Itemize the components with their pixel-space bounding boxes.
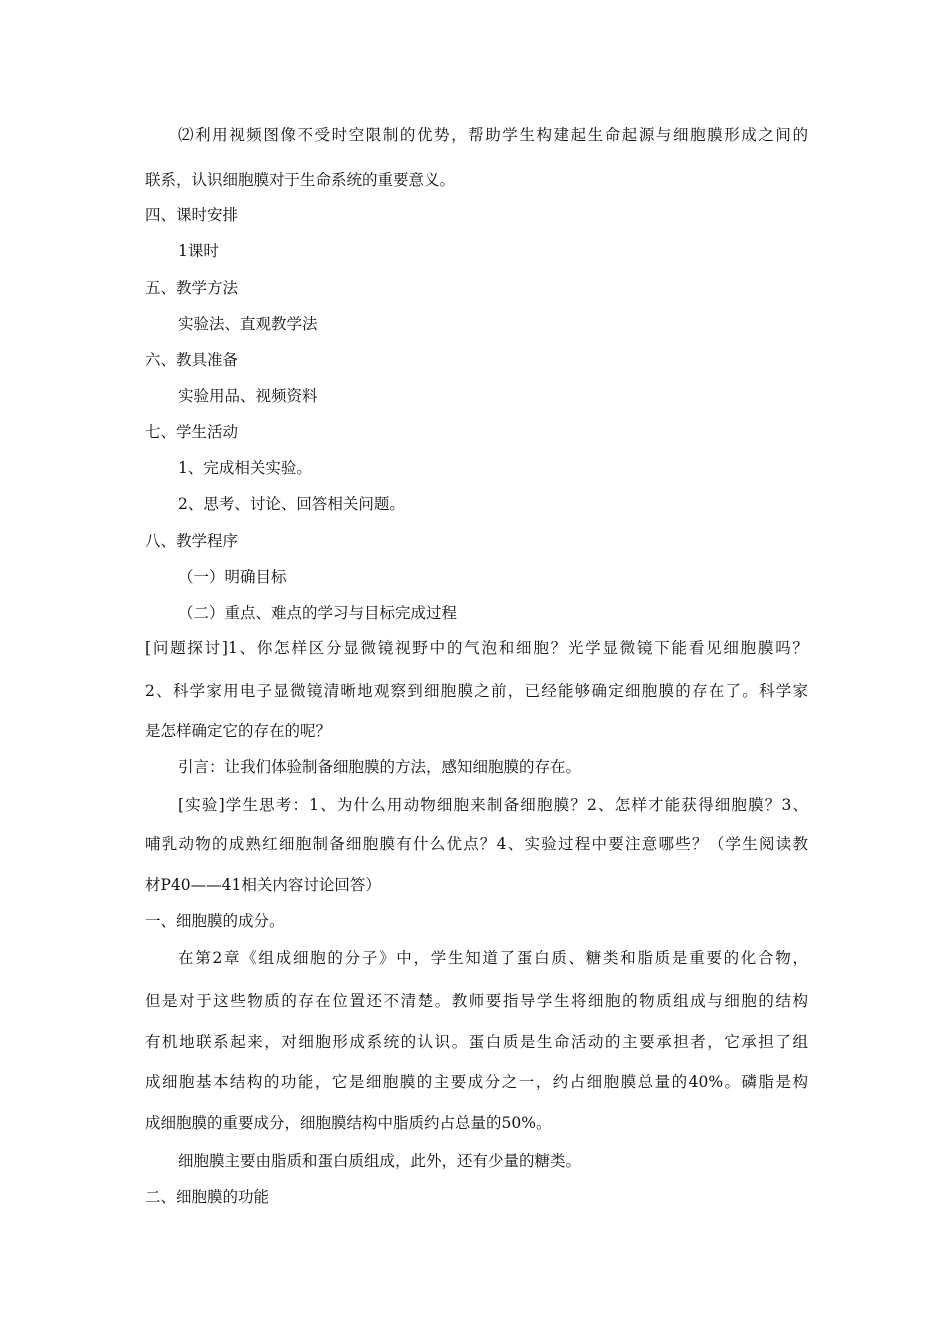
paragraph-line: 哺乳动物的成熟红细胞制备细胞膜有什么优点？4、实验过程中要注意哪些？（学生阅读教	[145, 835, 808, 853]
paragraph-line: [实验]学生思考：1、为什么用动物细胞来制备细胞膜？2、怎样才能获得细胞膜？3、	[178, 796, 808, 814]
paragraph-line: 但是对于这些物质的存在位置还不清楚。教师要指导学生将细胞的物质组成与细胞的结构	[145, 992, 808, 1010]
paragraph-line: 材P40——41相关内容讨论回答）	[145, 876, 381, 894]
section-heading: 二、细胞膜的功能	[145, 1188, 270, 1206]
paragraph-line: 成细胞基本结构的功能，它是细胞膜的主要成分之一，约占细胞膜总量的40%。磷脂是构	[145, 1073, 808, 1091]
section-heading: 五、教学方法	[145, 279, 239, 297]
paragraph-line: [问题探讨]1、你怎样区分显微镜视野中的气泡和细胞？光学显微镜下能看见细胞膜吗？	[145, 639, 808, 657]
paragraph-line: 2、科学家用电子显微镜清晰地观察到细胞膜之前，已经能够确定细胞膜的存在了。科学家	[145, 682, 808, 700]
paragraph-line: 成细胞膜的重要成分，细胞膜结构中脂质约占总量的50%。	[145, 1114, 552, 1132]
paragraph-line: 是怎样确定它的存在的呢？	[145, 722, 332, 740]
list-item: 1、完成相关实验。	[178, 459, 312, 477]
section-heading: 八、教学程序	[145, 532, 239, 550]
section-heading: 四、课时安排	[145, 206, 239, 224]
subsection-heading: （二）重点、难点的学习与目标完成过程	[178, 604, 458, 622]
paragraph-line: 实验用品、视频资料	[178, 387, 318, 405]
paragraph-line: 1课时	[178, 242, 219, 260]
paragraph-line: 在第2章《组成细胞的分子》中，学生知道了蛋白质、糖类和脂质是重要的化合物，	[178, 949, 808, 967]
list-item: 2、思考、讨论、回答相关问题。	[178, 495, 405, 513]
subsection-heading: （一）明确目标	[178, 568, 287, 586]
section-heading: 七、学生活动	[145, 423, 239, 441]
paragraph-line: 细胞膜主要由脂质和蛋白质组成，此外，还有少量的糖类。	[178, 1152, 582, 1170]
paragraph-line: 引言：让我们体验制备细胞膜的方法，感知细胞膜的存在。	[178, 758, 582, 776]
paragraph-line: 实验法、直观教学法	[178, 315, 318, 333]
paragraph-line: ⑵利用视频图像不受时空限制的优势，帮助学生构建起生命起源与细胞膜形成之间的	[178, 126, 808, 144]
paragraph-line: 有机地联系起来，对细胞形成系统的认识。蛋白质是生命活动的主要承担者，它承担了组	[145, 1033, 808, 1051]
section-heading: 一、细胞膜的成分。	[145, 912, 285, 930]
section-heading: 六、教具准备	[145, 351, 239, 369]
paragraph-line: 联系，认识细胞膜对于生命系统的重要意义。	[145, 171, 456, 189]
